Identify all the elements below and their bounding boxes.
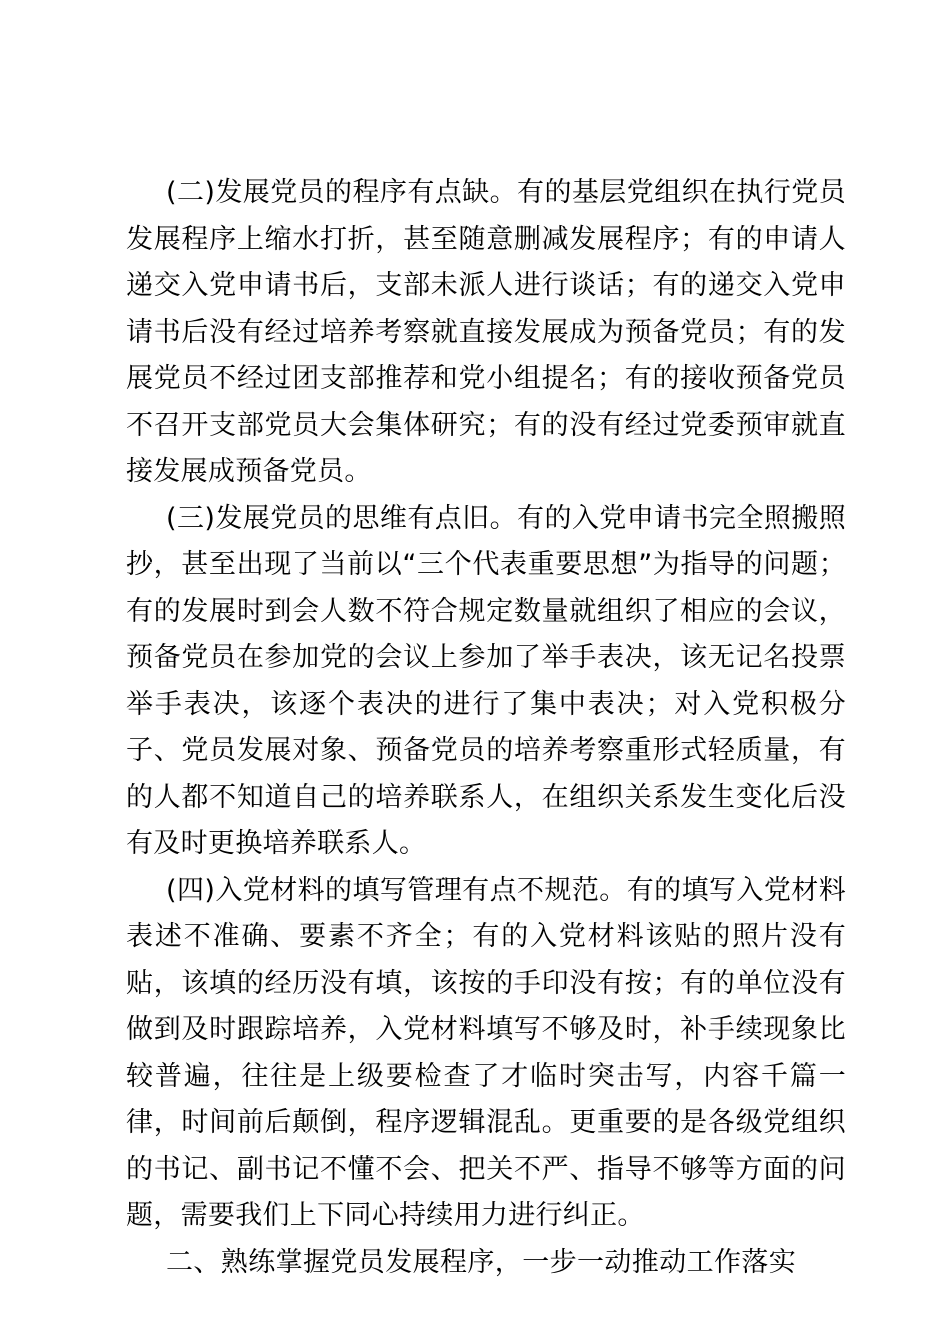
document-body	[126, 170, 846, 1286]
paragraph-material-management: (四)入党材料的填写管理有点不规范。有的填写入党材料表述不准确、要素不齐全；有的入党材料该贴的照片没有贴，该填的经历没有填，该按的手印没有按；有的单位没有做到及时跟踪培养，入党材料填写不够及时，补手续现象比较普遍，往往是上级要检查了才临时突击写，内容千篇一律，时间前后颠倒，程序逻辑混乱。更重要的是各级党组织的书记、副书记不懂不会、把关不严、指导不够等方面的问题，需要我们上下同心持续用力进行纠正。	[126, 874, 846, 1231]
paragraph-outdated-thinking: (三)发展党员的思维有点旧。有的入党申请书完全照搬照抄，甚至出现了当前以“三个代表重要思想”为指导的问题；有的发展时到会人数不符合规定数量就组织了相应的会议，预备党员在参加党的会议上参加了举手表决，该无记名投票举手表决，该逐个表决的进行了集中表决；对入党积极分子、党员发展对象、预备党员的培养考察重形式轻质量，有的人都不知道自己的培养联系人，在组织关系发生变化后没有及时更换培养联系人。	[126, 502, 846, 859]
section-heading: 二、熟练掌握党员发展程序，一步一动推动工作落实	[166, 1246, 797, 1278]
paragraph-procedure-gaps: (二)发展党员的程序有点缺。有的基层党组织在执行党员发展程序上缩水打折，甚至随意删减发展程序；有的申请人递交入党申请书后，支部未派人进行谈话；有的递交入党申请书后没有经过培养考察就直接发展成为预备党员；有的发展党员不经过团支部推荐和党小组提名；有的接收预备党员不召开支部党员大会集体研究；有的没有经过党委预审就直接发展成预备党员。	[126, 177, 846, 487]
